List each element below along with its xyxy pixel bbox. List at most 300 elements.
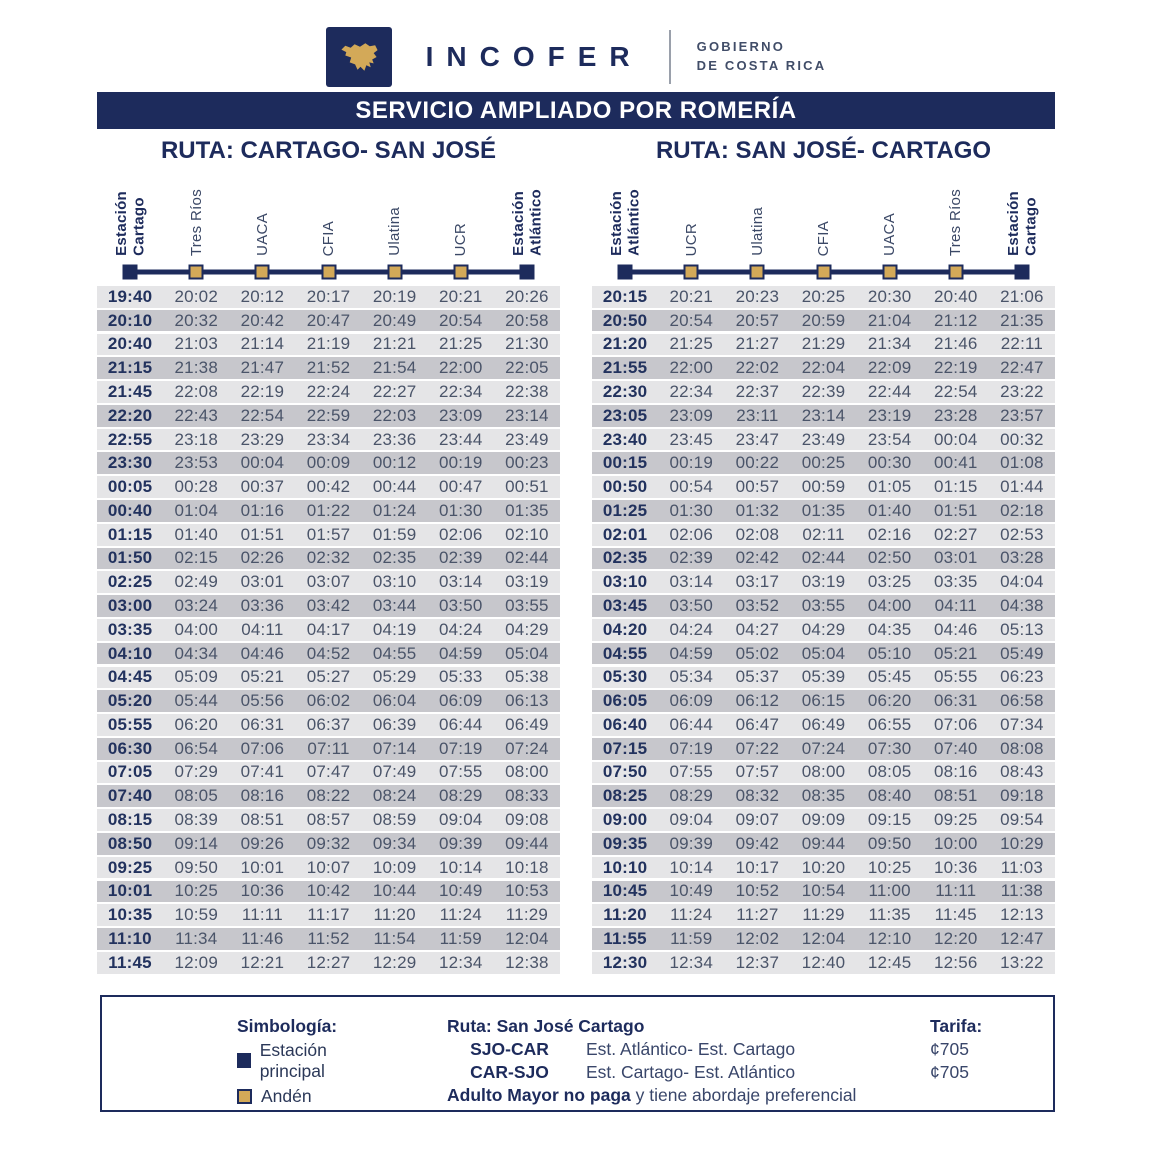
table-row [592, 310, 1055, 332]
time-cell: 20:26 [505, 286, 549, 306]
table-row [97, 928, 560, 950]
anden-marker [684, 265, 699, 280]
routes-container [97, 135, 1055, 976]
table-row [592, 833, 1055, 855]
time-cell: 10:01 [240, 857, 285, 877]
time-cell: 10:18 [505, 857, 549, 877]
time-cell: 02:18 [1000, 500, 1044, 520]
time-cell: 06:47 [735, 714, 780, 734]
table-row [592, 643, 1055, 665]
time-cell: 07:11 [307, 738, 350, 758]
time-cell: 07:30 [867, 738, 912, 758]
table-row [97, 452, 560, 474]
table-row [97, 738, 560, 760]
station-label-cell [658, 223, 724, 263]
time-cell: 23:44 [439, 429, 483, 449]
table-row [592, 809, 1055, 831]
departure-time-cell: 01:25 [602, 500, 648, 520]
departure-time-cell: 20:10 [107, 310, 153, 330]
fare-route-desc: Est. Atlántico- Est. Cartago [586, 1038, 796, 1059]
departure-time-cell: 07:15 [602, 738, 648, 758]
time-cell: 00:04 [240, 453, 285, 473]
time-cell: 01:15 [934, 477, 978, 497]
time-cell: 11:11 [241, 905, 283, 925]
anden-marker [453, 265, 468, 280]
time-cell: 20:19 [372, 286, 417, 306]
time-cell: 21:12 [934, 310, 978, 330]
table-row [97, 762, 560, 784]
fare-route-code: CAR-SJO [470, 1061, 549, 1082]
time-cell: 23:09 [669, 405, 713, 425]
time-cell: 21:04 [867, 310, 912, 330]
time-cell: 21:14 [240, 334, 285, 354]
time-cell: 06:04 [372, 691, 417, 711]
table-row [97, 952, 560, 974]
station-label-cell [989, 191, 1055, 263]
time-cell: 05:21 [934, 643, 978, 663]
station-label: UCR [682, 222, 700, 256]
time-cell: 03:42 [306, 596, 351, 615]
table-row [592, 476, 1055, 498]
time-cell: 02:42 [735, 548, 780, 568]
time-cell: 04:34 [174, 643, 218, 663]
table-row [97, 548, 560, 570]
time-cell: 00:04 [934, 429, 978, 449]
time-cell: 02:53 [1000, 524, 1044, 544]
time-cell: 23:09 [439, 405, 483, 425]
time-cell: 11:45 [934, 905, 977, 925]
time-cell: 06:37 [306, 714, 351, 734]
time-cell: 03:01 [240, 572, 285, 592]
time-cell: 23:19 [867, 405, 912, 425]
time-cell: 04:04 [1000, 572, 1044, 592]
time-cell: 12:13 [1000, 905, 1044, 925]
time-cell: 03:50 [439, 596, 483, 615]
time-cell: 02:35 [372, 548, 417, 568]
time-cell: 03:07 [306, 572, 351, 592]
time-cell: 01:30 [669, 500, 713, 520]
departure-time-cell: 10:45 [602, 881, 648, 901]
time-cell: 11:59 [670, 928, 713, 948]
station-header-row [592, 167, 1055, 263]
time-cell: 06:49 [801, 714, 846, 734]
time-cell: 09:14 [174, 833, 218, 853]
anden-marker [321, 265, 336, 280]
table-row [97, 524, 560, 546]
time-cell: 00:19 [439, 453, 483, 473]
time-cell: 05:38 [505, 667, 549, 687]
time-cell: 06:15 [801, 691, 846, 711]
time-cell: 00:47 [439, 477, 483, 497]
legend-title: Simbología: [237, 1015, 338, 1036]
time-cell: 10:49 [439, 881, 483, 901]
departure-time-cell: 07:05 [107, 762, 153, 782]
time-cell: 21:29 [801, 334, 846, 354]
departure-time-cell: 08:50 [107, 833, 153, 853]
time-cell: 12:09 [174, 952, 218, 972]
time-cell: 04:46 [240, 643, 285, 663]
station-label: CFIA [814, 220, 832, 256]
time-cell: 22:54 [240, 405, 285, 425]
time-cell: 04:59 [669, 643, 713, 663]
time-cell: 09:54 [1000, 810, 1044, 830]
time-cell: 21:34 [867, 334, 912, 354]
station-label-cell [724, 207, 790, 263]
time-cell: 01:44 [1000, 477, 1044, 497]
time-cell: 09:50 [174, 857, 218, 877]
time-cell: 06:13 [505, 691, 549, 711]
station-label: Estación Cartago [112, 191, 148, 256]
station-label: Ulatina [748, 207, 766, 256]
time-cell: 11:00 [868, 881, 911, 901]
time-cell: 10:14 [439, 857, 483, 877]
time-cell: 02:10 [505, 524, 549, 544]
time-cell: 03:55 [801, 596, 846, 615]
station-label-cell [923, 189, 989, 263]
departure-time-cell: 11:55 [603, 928, 647, 948]
time-cell: 07:24 [505, 738, 549, 758]
departure-time-cell: 04:10 [107, 643, 153, 663]
time-cell: 05:37 [735, 667, 780, 687]
time-cell: 11:24 [670, 905, 713, 925]
time-cell: 03:10 [372, 572, 417, 592]
time-cell: 20:12 [240, 286, 285, 306]
fare-route-desc: Est. Cartago- Est. Atlántico [586, 1061, 796, 1082]
time-cell: 10:14 [669, 857, 713, 877]
time-cell: 09:15 [867, 810, 912, 830]
time-cell: 23:34 [306, 429, 351, 449]
station-label-cell [229, 213, 295, 263]
time-cell: 20:25 [801, 286, 846, 306]
time-cell: 03:44 [372, 596, 417, 615]
time-cell: 21:25 [669, 334, 713, 354]
table-row [97, 833, 560, 855]
time-cell: 02:49 [174, 572, 218, 592]
time-cell: 11:34 [175, 928, 218, 948]
time-cell: 20:47 [306, 310, 351, 330]
departure-time-cell: 23:40 [602, 429, 648, 449]
time-cell: 07:47 [306, 762, 351, 782]
time-cell: 23:11 [736, 405, 779, 425]
time-cell: 08:22 [306, 786, 351, 806]
time-cell: 07:24 [801, 738, 846, 758]
time-cell: 22:54 [934, 381, 978, 401]
time-cell: 03:36 [240, 596, 285, 615]
table-row [97, 785, 560, 807]
time-cell: 06:31 [934, 691, 978, 711]
time-cell: 00:32 [1000, 429, 1044, 449]
table-row [97, 595, 560, 617]
gov-line-1: GOBIERNO [696, 39, 786, 55]
table-row [97, 857, 560, 879]
time-cell: 08:51 [934, 786, 978, 806]
departure-time-cell: 05:55 [107, 714, 153, 734]
time-cell: 00:54 [669, 477, 713, 497]
time-cell: 08:24 [372, 786, 417, 806]
time-cell: 22:02 [735, 358, 780, 378]
time-cell: 12:34 [669, 952, 713, 972]
time-cell: 02:44 [801, 548, 846, 568]
time-cell: 07:49 [372, 762, 417, 782]
time-cell: 06:31 [240, 714, 285, 734]
time-cell: 11:59 [439, 928, 482, 948]
time-cell: 22:11 [1000, 334, 1044, 354]
time-cell: 07:55 [439, 762, 483, 782]
anden-marker [816, 265, 831, 280]
time-cell: 02:39 [439, 548, 483, 568]
time-cell: 21:03 [174, 334, 218, 354]
time-cell: 01:51 [934, 500, 978, 520]
time-cell: 12:21 [240, 952, 285, 972]
time-cell: 02:11 [802, 524, 845, 544]
table-row [592, 714, 1055, 736]
departure-time-cell: 11:10 [108, 928, 152, 948]
header-divider [669, 30, 671, 84]
station-label: Tres Ríos [947, 188, 965, 256]
departure-time-cell: 09:35 [602, 833, 648, 853]
time-cell: 09:25 [934, 810, 978, 830]
route-title: RUTA: CARTAGO- SAN JOSÉ [160, 137, 497, 164]
time-cell: 01:16 [240, 500, 285, 520]
time-cell: 10:52 [735, 881, 780, 901]
table-row [592, 667, 1055, 689]
station-label: Estación Atlántico [509, 189, 544, 256]
time-cell: 10:36 [240, 881, 285, 901]
time-cell: 05:45 [867, 667, 912, 687]
table-row [592, 881, 1055, 903]
time-cell: 06:44 [439, 714, 483, 734]
time-cell: 09:39 [669, 833, 713, 853]
time-cell: 22:39 [801, 381, 846, 401]
time-cell: 00:12 [372, 453, 417, 473]
time-cell: 02:06 [669, 524, 713, 544]
station-label-cell [362, 207, 428, 263]
legend-label: Estación principal [259, 1039, 327, 1081]
time-cell: 06:20 [174, 714, 218, 734]
time-cell: 20:58 [505, 310, 549, 330]
time-cell: 04:27 [735, 619, 780, 639]
station-label: Estación Atlántico [607, 189, 643, 256]
departure-time-cell: 20:15 [602, 286, 648, 306]
time-cell: 00:19 [669, 453, 713, 473]
time-cell: 22:05 [505, 358, 549, 378]
time-cell: 21:35 [1000, 310, 1044, 330]
departure-time-cell: 07:40 [107, 786, 153, 806]
time-cell: 07:19 [439, 738, 483, 758]
costa-rica-map-icon [334, 35, 384, 79]
time-cell: 08:29 [669, 786, 713, 806]
time-cell: 08:51 [240, 810, 285, 830]
time-cell: 12:27 [306, 952, 351, 972]
time-cell: 08:57 [306, 810, 351, 830]
departure-time-cell: 21:15 [107, 358, 153, 378]
principal-station-marker [123, 265, 138, 280]
time-cell: 01:08 [1000, 453, 1044, 473]
table-row [592, 904, 1055, 926]
route-title: RUTA: SAN JOSÉ- CARTAGO [655, 137, 992, 164]
time-cell: 07:29 [174, 762, 218, 782]
table-row [592, 452, 1055, 474]
time-cell: 06:12 [735, 691, 780, 711]
table-row [592, 286, 1055, 308]
time-cell: 02:16 [867, 524, 912, 544]
time-cell: 22:09 [867, 358, 912, 378]
fare-route-code: SJO-CAR [470, 1038, 549, 1059]
time-cell: 20:59 [801, 310, 846, 330]
time-cell: 12:37 [735, 952, 780, 972]
station-label-cell [790, 221, 856, 263]
senior-fare-note-bold: Adulto Mayor no paga [447, 1084, 631, 1105]
station-label-cell [592, 189, 658, 263]
time-cell: 00:57 [735, 477, 780, 497]
time-cell: 20:02 [174, 286, 218, 306]
time-cell: 00:51 [505, 477, 549, 497]
timetable [97, 286, 560, 974]
station-label: Ulatina [386, 207, 403, 256]
station-label-cell [163, 189, 229, 263]
principal-station-marker [519, 265, 534, 280]
departure-time-cell: 10:10 [602, 857, 648, 877]
time-cell: 00:25 [801, 453, 846, 473]
time-cell: 06:09 [669, 691, 713, 711]
station-header-row [97, 167, 560, 263]
time-cell: 02:08 [735, 524, 780, 544]
timetable [592, 286, 1055, 974]
time-cell: 07:34 [1000, 714, 1044, 734]
time-cell: 04:11 [241, 619, 284, 639]
time-cell: 05:34 [669, 667, 713, 687]
departure-time-cell: 20:50 [602, 310, 648, 330]
departure-time-cell: 06:40 [602, 714, 648, 734]
time-cell: 11:29 [802, 905, 845, 925]
time-cell: 02:06 [439, 524, 483, 544]
departure-time-cell: 05:30 [602, 667, 648, 687]
time-cell: 21:19 [306, 334, 351, 354]
time-cell: 00:37 [240, 477, 285, 497]
departure-time-cell: 23:05 [602, 405, 648, 425]
time-cell: 10:36 [934, 857, 978, 877]
legend-item [237, 1040, 385, 1082]
time-cell: 05:39 [801, 667, 846, 687]
time-cell: 04:38 [1000, 596, 1044, 615]
table-row [97, 405, 560, 427]
time-cell: 11:46 [241, 928, 284, 948]
header [0, 0, 1152, 92]
principal-station-marker [618, 265, 633, 280]
time-cell: 09:04 [439, 810, 483, 830]
legend-label: Andén [261, 1085, 312, 1106]
time-cell: 01:40 [867, 500, 912, 520]
time-cell: 02:39 [669, 548, 713, 568]
time-cell: 03:19 [801, 572, 846, 592]
time-cell: 04:52 [306, 643, 351, 663]
departure-time-cell: 22:20 [107, 405, 153, 425]
departure-time-cell: 21:20 [602, 334, 648, 354]
time-cell: 07:14 [372, 738, 417, 758]
time-cell: 10:42 [306, 881, 351, 901]
time-cell: 23:53 [174, 453, 218, 473]
station-label: CFIA [319, 220, 337, 256]
time-cell: 23:22 [1000, 381, 1044, 401]
departure-time-cell: 11:45 [108, 952, 152, 972]
station-label-cell [97, 191, 163, 263]
time-cell: 05:56 [240, 691, 285, 711]
time-cell: 01:57 [306, 524, 351, 544]
table-row [97, 334, 560, 356]
departure-time-cell: 08:15 [107, 810, 153, 830]
departure-time-cell: 11:20 [603, 905, 647, 925]
time-cell: 11:20 [373, 905, 416, 925]
time-cell: 05:21 [240, 667, 285, 687]
time-cell: 10:00 [934, 833, 978, 853]
departure-time-cell: 09:00 [602, 810, 648, 830]
time-cell: 22:00 [669, 358, 713, 378]
time-cell: 04:59 [439, 643, 483, 663]
table-row [592, 738, 1055, 760]
time-cell: 12:47 [1000, 928, 1044, 948]
departure-time-cell: 00:05 [107, 477, 153, 497]
time-cell: 05:04 [801, 643, 846, 663]
time-cell: 07:57 [735, 762, 780, 782]
anden-marker [882, 265, 897, 280]
time-cell: 01:35 [801, 500, 846, 520]
time-cell: 21:46 [934, 334, 978, 354]
time-cell: 23:57 [1000, 405, 1044, 425]
departure-time-cell: 00:50 [602, 477, 648, 497]
time-cell: 03:19 [505, 572, 549, 592]
time-cell: 08:00 [505, 762, 549, 782]
time-cell: 08:16 [934, 762, 978, 782]
route-line-diagram [97, 263, 560, 281]
time-cell: 04:19 [372, 619, 417, 639]
time-cell: 08:40 [867, 786, 912, 806]
departure-time-cell: 03:35 [107, 619, 153, 639]
fare-amount: ¢705 [930, 1061, 969, 1082]
time-cell: 05:55 [934, 667, 978, 687]
table-row [97, 667, 560, 689]
station-label: UCR [452, 222, 470, 256]
time-cell: 11:03 [1000, 857, 1044, 877]
time-cell: 10:29 [1000, 833, 1044, 853]
time-cell: 01:35 [505, 500, 549, 520]
departure-time-cell: 06:30 [107, 738, 153, 758]
time-cell: 03:35 [934, 572, 978, 592]
time-cell: 01:59 [372, 524, 417, 544]
legend-item [237, 1086, 385, 1107]
legend-fare-box [100, 995, 1055, 1112]
departure-time-cell: 04:20 [602, 619, 648, 639]
time-cell: 03:28 [1000, 548, 1044, 568]
time-cell: 11:11 [935, 881, 977, 901]
anden-swatch [237, 1089, 252, 1104]
time-cell: 10:59 [174, 905, 218, 925]
time-cell: 10:49 [669, 881, 713, 901]
time-cell: 11:17 [307, 905, 350, 925]
time-cell: 06:49 [505, 714, 549, 734]
time-cell: 21:52 [306, 358, 351, 378]
time-cell: 12:38 [505, 952, 549, 972]
banner-title: SERVICIO AMPLIADO POR ROMERÍA [355, 96, 797, 124]
departure-time-cell: 04:55 [602, 643, 648, 663]
time-cell: 12:34 [439, 952, 483, 972]
time-cell: 22:08 [174, 381, 218, 401]
time-cell: 01:30 [439, 500, 483, 520]
time-cell: 05:02 [735, 643, 780, 663]
time-cell: 08:43 [1000, 762, 1044, 782]
anden-marker [750, 265, 765, 280]
table-row [592, 524, 1055, 546]
time-cell: 09:39 [439, 833, 483, 853]
